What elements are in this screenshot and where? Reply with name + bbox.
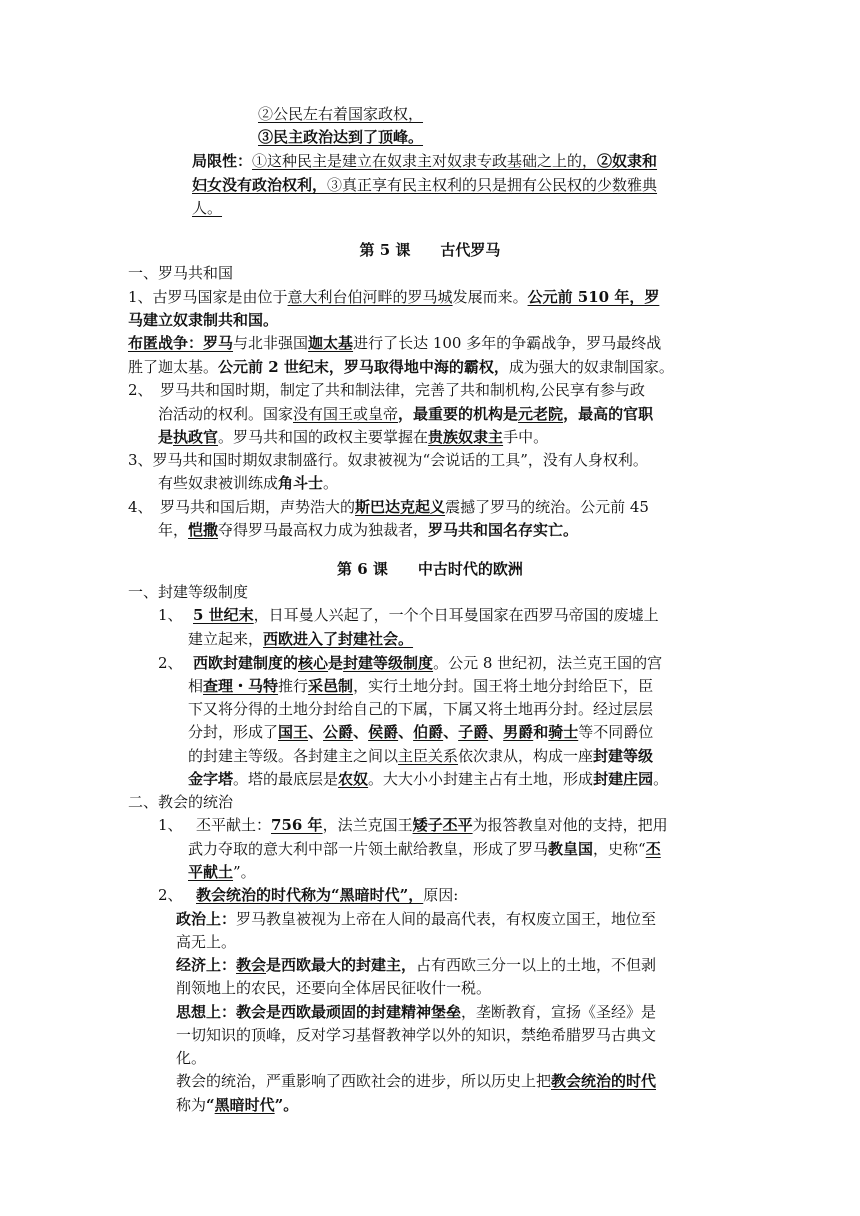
list-number: 1、: [158, 606, 183, 624]
text: 教皇国: [548, 840, 594, 858]
list-number: 1、: [158, 816, 183, 834]
text-line: [188, 861, 256, 883]
text: 、: [398, 723, 414, 741]
text: 金字塔: [188, 770, 234, 788]
text: ，日耳曼人兴起了，一个个日耳曼国家在西罗马帝国的废墟上: [253, 606, 659, 624]
text: 侯爵: [368, 723, 399, 741]
text: ，垄断教育，宣扬《圣经》是: [461, 1003, 657, 1021]
text: 依次隶从，构成一座: [458, 747, 594, 765]
text: 迦太基: [308, 334, 354, 352]
text: 妇女没有政治权利，: [192, 176, 328, 194]
text: 。塔的最底层是: [233, 770, 339, 788]
text-line: [188, 628, 413, 650]
text: 西欧封建制度的: [193, 654, 299, 672]
text: 核心: [298, 654, 329, 672]
text-line: [188, 838, 661, 860]
text-line: [158, 403, 653, 425]
text: 教会: [236, 956, 267, 974]
text-line: [188, 721, 653, 743]
text-line: [176, 954, 656, 976]
text: 采邑制: [308, 677, 354, 695]
text: 为报答教皇对他的支持，把用: [472, 816, 668, 834]
text: 伯爵: [413, 723, 444, 741]
text: 贵族奴隶主: [428, 428, 504, 446]
text: 建立起来，: [188, 630, 264, 648]
label: 局限性：: [192, 152, 253, 170]
text-line: 2、 罗马共和国时期，制定了共和制法律，完善了共和制机构,公民享有参与政: [128, 381, 645, 399]
text-line: 化。: [176, 1049, 207, 1067]
text: 756 年: [271, 816, 323, 834]
text: 占有西欧三分一以上的土地，不但剥: [416, 956, 657, 974]
text: 与北非强国: [233, 334, 309, 352]
text: 平献土: [188, 863, 234, 881]
text: 执政官: [173, 428, 219, 446]
text-line: 高无上。: [176, 933, 237, 951]
label: 经济上：: [176, 956, 237, 974]
text: 意大利台伯河畔的罗马城: [287, 288, 453, 306]
text-line: [158, 519, 578, 541]
text: 。罗马共和国的政权主要掌握在: [218, 428, 429, 446]
text: 治活动的权利。国家: [158, 405, 294, 423]
text: 相: [188, 677, 204, 695]
text: 封建等级: [593, 747, 654, 765]
text: 进行了长达 100 多年的争霸战争，罗马最终战: [353, 334, 662, 352]
text: 。大大小小封建主占有土地，形成: [368, 770, 594, 788]
text: 斯巴达克起义: [355, 498, 446, 516]
text: ①这种民主是建立在奴隶主对奴隶专政基础之上的，: [252, 152, 598, 170]
text: 矮子丕平: [412, 816, 473, 834]
text: 震撼了罗马的统治。公元前 45: [445, 498, 649, 516]
text: 子爵: [458, 723, 489, 741]
text: 男爵: [503, 723, 534, 741]
text: 罗马共和国名存实亡。: [428, 521, 579, 539]
text: ，史称“: [593, 840, 646, 858]
text: 查理・马特: [203, 677, 279, 695]
list-number: 2、: [158, 886, 183, 904]
text: 5 世纪末: [193, 606, 254, 624]
text: 原因:: [423, 886, 459, 904]
text: 、: [488, 723, 504, 741]
text: 是: [328, 654, 344, 672]
text: 教会是西欧最顽固的封建精神堡垒: [236, 1003, 462, 1021]
text-line: 下又将分得的土地分封给自己的下属，下属又将土地再分封。经过层层: [188, 700, 654, 718]
text-line: [128, 286, 659, 308]
text: 成为强大的奴隶制国家。: [508, 358, 674, 376]
text: ”。: [233, 863, 256, 881]
text-line: [176, 1070, 656, 1092]
text: 。: [653, 770, 669, 788]
text: 夺得罗马最高权力成为独裁者，: [218, 521, 429, 539]
text-line: [196, 884, 458, 906]
text-line: [188, 675, 653, 697]
text: ，法兰克国王: [322, 816, 413, 834]
text-line: [193, 604, 659, 626]
section-heading: 一、封建等级制度: [128, 583, 249, 601]
text: 封建等级制度: [343, 654, 434, 672]
text: ，实行土地分封。国王将土地分封给臣下，臣: [353, 677, 654, 695]
text: ，最高的官职: [563, 405, 654, 423]
text: 公元前 2 世纪末，罗马取得地中海的霸权，: [218, 358, 509, 376]
text: 罗马教皇被视为上帝在人间的最高代表，有权废立国王，地位至: [236, 910, 657, 928]
text: 年，: [158, 521, 189, 539]
text: 。: [323, 474, 339, 492]
text-line: [128, 496, 649, 518]
text: 骑士: [548, 723, 579, 741]
text-line: 3、罗马共和国时期奴隶制盛行。奴隶被视为“会说话的工具”，没有人身权利。: [128, 451, 648, 469]
section-heading: 一、罗马共和国: [128, 264, 234, 282]
text: 教会的统治，严重影响了西欧社会的进步，所以历史上把: [176, 1072, 552, 1090]
text-line: 一切知识的顶峰，反对学习基督教神学以外的知识，禁绝希腊罗马古典文: [176, 1026, 657, 1044]
text: 的封建主等级。各封建主之间以: [188, 747, 399, 765]
text: 是: [158, 428, 174, 446]
text: 元老院: [518, 405, 564, 423]
text: 。公元 8 世纪初，法兰克王国的宫: [433, 654, 663, 672]
text: 和: [533, 723, 549, 741]
text: ”。: [274, 1096, 299, 1114]
text: 手中。: [503, 428, 549, 446]
text: 没有国王或皇帝: [293, 405, 399, 423]
section-heading: 二、教会的统治: [128, 793, 234, 811]
text: 国王: [278, 723, 309, 741]
text-line: [192, 174, 657, 196]
text: 、: [353, 723, 369, 741]
text: 布匿战争：: [128, 334, 204, 352]
text-line: 削领地上的农民，还要向全体居民征收什一税。: [176, 979, 492, 997]
text: 武力夺取的意大利中部一片领土献给教皇，形成了罗马: [188, 840, 549, 858]
text: 发展而来。: [452, 288, 528, 306]
label: 思想上：: [176, 1003, 237, 1021]
text: 分封，形成了: [188, 723, 279, 741]
text: 有些奴隶被训练成: [158, 474, 279, 492]
text-line: [188, 745, 653, 767]
text: 黑暗时代: [214, 1096, 275, 1114]
text-line: [128, 356, 674, 378]
label: 政治上：: [176, 910, 237, 928]
text-line: [193, 652, 662, 674]
text-line: [176, 1094, 298, 1116]
text: 罗马: [203, 334, 234, 352]
text-line: [176, 1001, 656, 1023]
text: 推行: [278, 677, 309, 695]
text: ，最重要的机构是: [398, 405, 519, 423]
text: 农奴: [338, 770, 369, 788]
lesson-title: 第 5 课 古代罗马: [359, 241, 501, 259]
text-line: 人。: [192, 199, 223, 217]
text: 等不同爵位: [578, 723, 654, 741]
text: 西欧进入了封建社会。: [263, 630, 414, 648]
text: 丕平献土：: [196, 816, 272, 834]
text: 丕: [645, 840, 661, 858]
text: 主臣关系: [398, 747, 459, 765]
text-line: ③民主政治达到了顶峰。: [258, 128, 424, 146]
text-line: [188, 768, 668, 790]
text: “: [206, 1096, 215, 1114]
text-line: [128, 332, 661, 354]
text-line: 马建立奴隶制共和国。: [128, 311, 279, 329]
text: 封建庄园: [593, 770, 654, 788]
text: ③真正享有民主权利的只是拥有公民权的少数雅典: [327, 176, 658, 194]
text: 、: [443, 723, 459, 741]
text-line: [192, 150, 657, 172]
text-line: [158, 426, 548, 448]
text: 1、古罗马国家是由位于: [128, 288, 288, 306]
text: 公爵: [323, 723, 354, 741]
text: 公元前 510 年，罗: [527, 288, 660, 306]
list-number: 2、: [158, 654, 183, 672]
text: 教会统治的时代称为“黑暗时代”，: [196, 886, 424, 904]
text-line: [176, 908, 656, 930]
text: 4、 罗马共和国后期，声势浩大的: [128, 498, 356, 516]
text: 角斗士: [278, 474, 324, 492]
text-line: [158, 472, 338, 494]
text: 称为: [176, 1096, 207, 1114]
text: 胜了迦太基。: [128, 358, 219, 376]
text-line: ②公民左右着国家政权，: [258, 105, 424, 123]
text: 是西欧最大的封建主，: [266, 956, 417, 974]
text-line: [196, 814, 668, 836]
text: 恺撒: [188, 521, 219, 539]
text: ②奴隶和: [597, 152, 658, 170]
lesson-title: 第 6 课 中古时代的欧洲: [337, 560, 523, 578]
text: 、: [308, 723, 324, 741]
text: 教会统治的时代: [551, 1072, 657, 1090]
